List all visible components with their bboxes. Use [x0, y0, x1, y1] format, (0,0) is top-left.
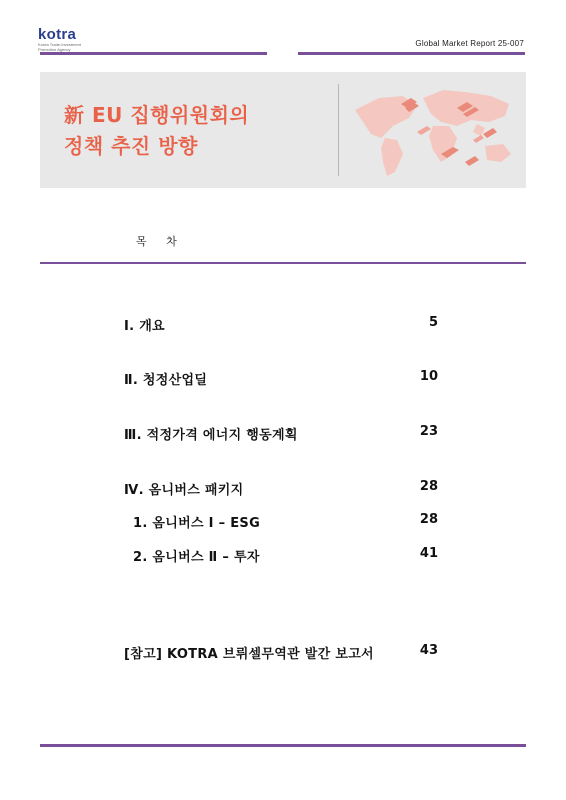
toc-entry-page: 10: [419, 369, 438, 384]
report-title-line-1: 新 EU 집행위원회의: [64, 103, 250, 127]
toc-heading-rule: [40, 262, 526, 264]
toc-entry-omnibus-package[interactable]: [124, 479, 440, 501]
toc-entry-label: Ⅰ. 개요: [124, 319, 165, 334]
footer-rule: [40, 744, 526, 747]
kotra-logo: [38, 28, 81, 52]
toc-entry-omnibus-esg[interactable]: [124, 512, 440, 534]
toc-entry-page: 28: [419, 479, 438, 494]
header-rule-right: [298, 52, 525, 55]
report-title-line-2: 정책 추진 방향: [64, 134, 198, 158]
toc-entry-label: 1. 옴니버스 Ⅰ – ESG: [133, 516, 261, 531]
toc-heading: 목 차: [136, 235, 185, 248]
logo-subtitle-line-1: Korea Trade-Investment: [38, 42, 81, 47]
header-rule-left: [40, 52, 267, 55]
logo-subtitle-line-2: Promotion Agency: [38, 47, 71, 52]
toc-entry-page: 28: [419, 512, 438, 527]
world-map-illustration: [345, 76, 523, 184]
toc-entry-energy-action-plan[interactable]: [124, 424, 440, 446]
toc-entry-clean-industrial-deal[interactable]: [124, 369, 440, 391]
toc-entry-omnibus-investment[interactable]: [124, 546, 440, 568]
toc-entry-label: 2. 옴니버스 Ⅱ – 투자: [133, 550, 260, 565]
toc-entry-reference-reports[interactable]: [124, 643, 440, 665]
toc-entry-page: 23: [419, 424, 438, 439]
toc-entry-page: 43: [419, 643, 438, 658]
toc-entry-overview[interactable]: [124, 315, 440, 337]
banner-divider: [338, 84, 339, 176]
toc-entry-page: 5: [428, 315, 438, 330]
title-banner: [40, 72, 526, 188]
toc-entry-label: Ⅳ. 옴니버스 패키지: [124, 483, 244, 498]
report-number: Global Market Report 25-007: [415, 39, 524, 48]
logo-wordmark: kotra: [38, 26, 77, 43]
toc-entry-label: Ⅱ. 청정산업딜: [124, 373, 208, 388]
toc-entry-page: 41: [419, 546, 438, 561]
toc-entry-label: Ⅲ. 적정가격 에너지 행동계획: [124, 428, 298, 443]
report-title: [64, 100, 249, 162]
toc-entry-label: [참고] KOTRA 브뤼셀무역관 발간 보고서: [124, 647, 374, 662]
